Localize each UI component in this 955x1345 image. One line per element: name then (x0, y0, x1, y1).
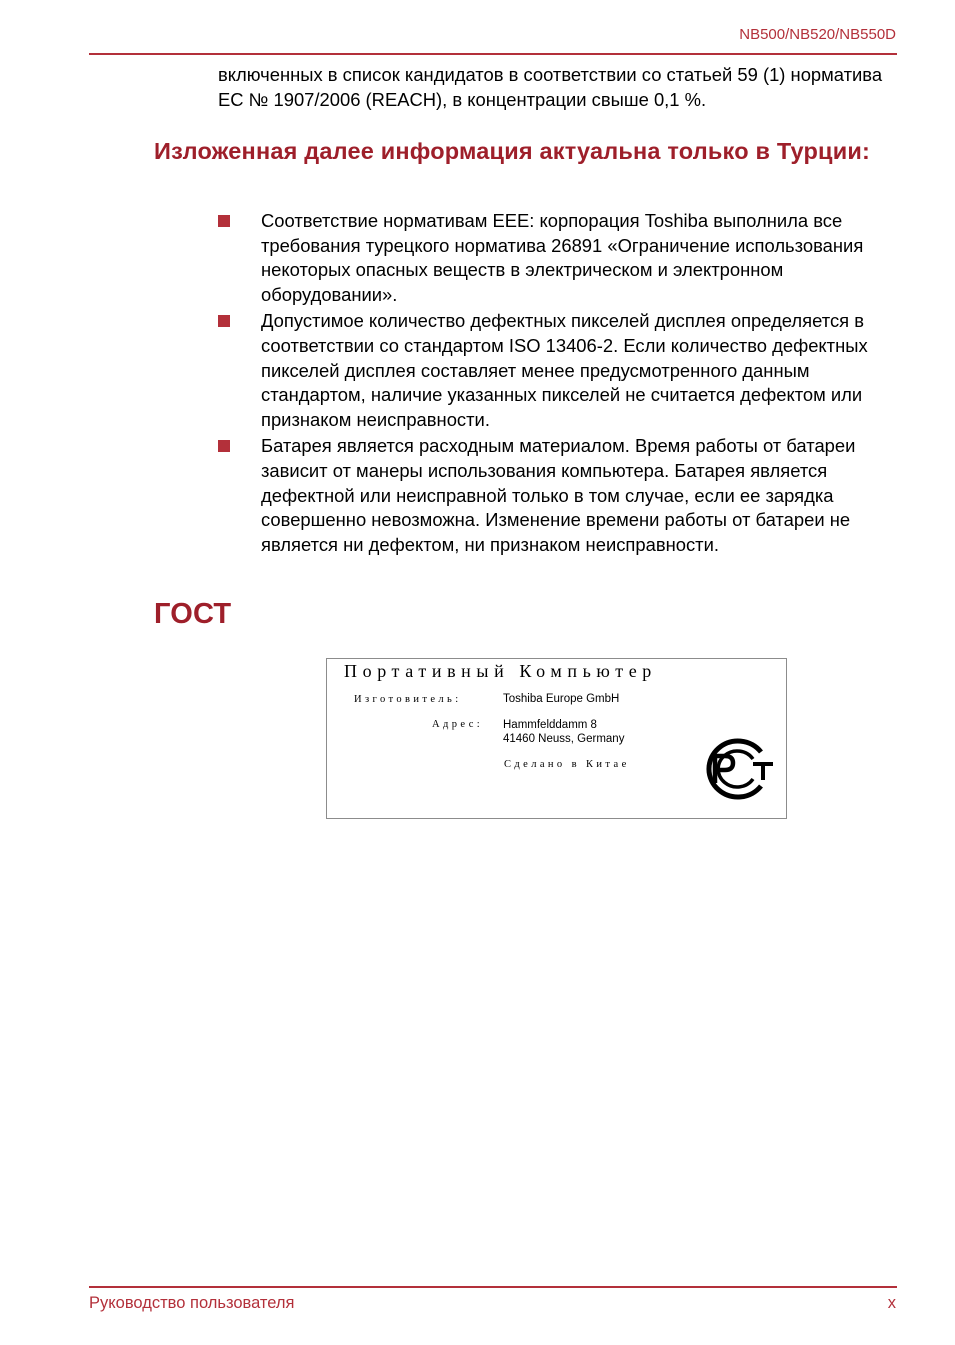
turkey-heading: Изложенная далее информация актуальна только в Турции: (154, 138, 871, 164)
square-bullet-icon (218, 440, 230, 452)
label-title: Портативный Компьютер (344, 661, 657, 681)
pct-certification-mark-icon (695, 738, 777, 800)
square-bullet-icon (218, 315, 230, 327)
list-item-text: Допустимое количество дефектных пикселей дисплея определяется в соответствии со стандартом ISO 13406-2. Если количество дефектных пикселей дисплея составляет менее предусмотренного данным стандартом, наличие указанных пикселей не считается дефектом или признаком неисправности. (261, 310, 868, 430)
header-rule (89, 53, 897, 55)
footer-rule (89, 1286, 897, 1288)
gost-heading: ГОСТ (154, 598, 232, 630)
label-made-in: Сделано в Китае (504, 759, 630, 770)
list-item (218, 434, 898, 557)
list-item (218, 209, 898, 307)
list-item-text: Батарея является расходным материалом. Время работы от батареи зависит от манеры использования компьютера. Батарея является дефектной или неисправной только в том случае, если ее зарядка совершенно невозможна. Изменение времени работы от батареи не является ни дефектом, ни признаком неисправности. (261, 435, 856, 555)
label-address-key: Адрес: (432, 719, 484, 730)
turkey-bullet-list (218, 209, 898, 559)
square-bullet-icon (218, 215, 230, 227)
intro-paragraph: включенных в список кандидатов в соответствии со статьей 59 (1) норматива ЕС № 1907/2006 (REACH), в концентрации свыше 0,1 %. (218, 64, 883, 110)
header-model: NB500/NB520/NB550D (739, 26, 896, 43)
label-maker-key: Изготовитель: (354, 694, 462, 705)
label-maker-value: Toshiba Europe GmbH (503, 693, 620, 705)
list-item-text: Соответствие нормативам EEE: корпорация Toshiba выполнила все требования турецкого норматива 26891 «Ограничение использования некоторых опасных веществ в электрическом и электронном оборудовании». (261, 210, 864, 305)
label-address-line2: 41460 Neuss, Germany (503, 733, 625, 745)
gost-label-box (326, 658, 787, 819)
footer-title: Руководство пользователя (89, 1294, 295, 1312)
list-item (218, 309, 898, 432)
label-address-line1: Hammfelddamm 8 (503, 719, 597, 731)
page-number: x (887, 1294, 896, 1312)
